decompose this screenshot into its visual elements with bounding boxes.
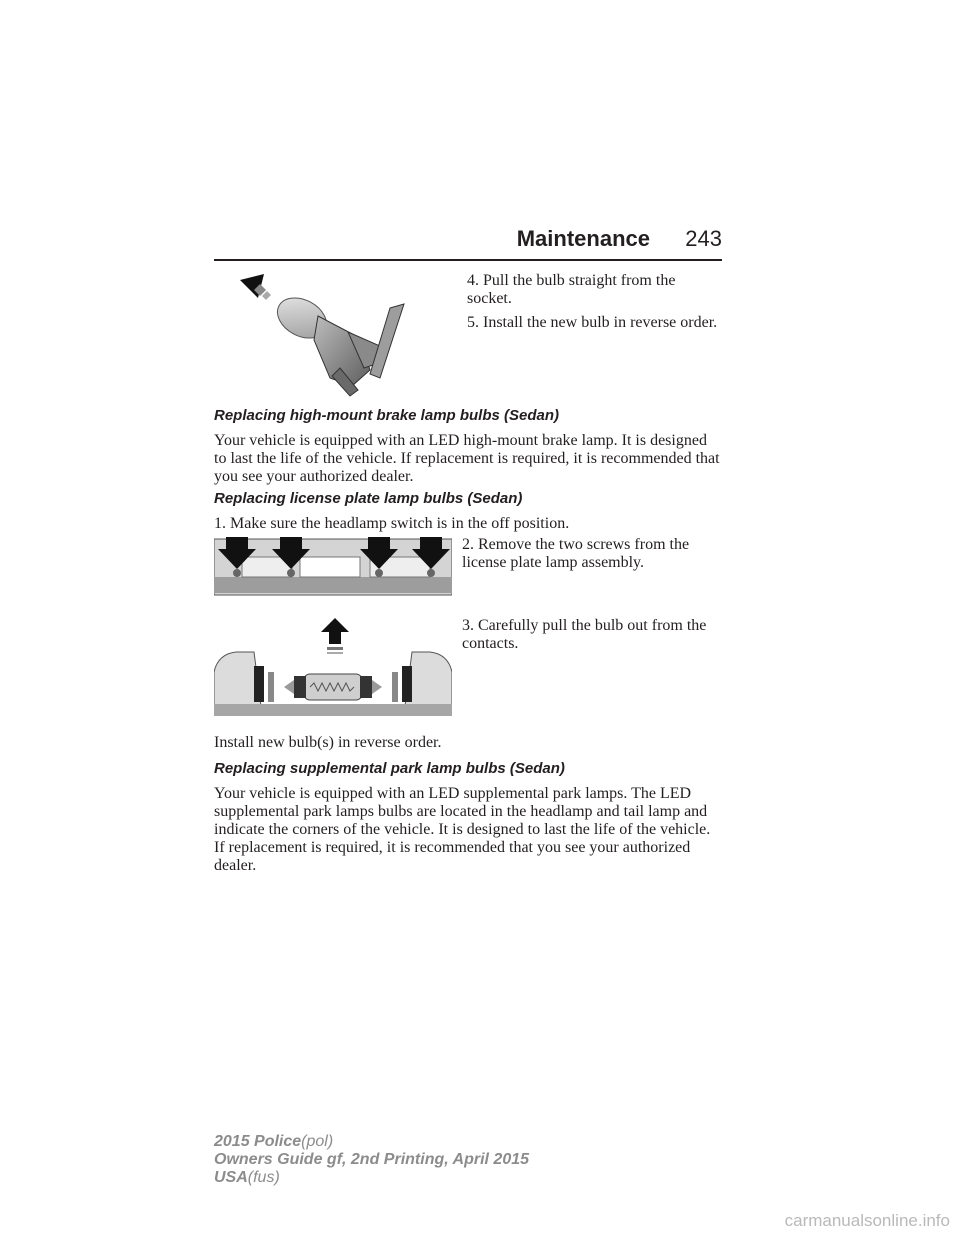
footer-market-code: (fus) [247,1169,280,1186]
license-step-2-text: 2. Remove the two screws from the license plate lamp assembly. [462,536,690,571]
license-bulb-removal-illustration [214,614,452,718]
park-lamp-body: Your vehicle is equipped with an LED supplemental park lamps. The LED supplemental park lamps bulbs are located in the headlamp and tail lamp and indicate the corners of the vehicle. It is designed to last the life of the vehicle. If replacement is required, it is recommended that you see your authorized dealer. [214,785,711,874]
step-5-text: 5. Install the new bulb in reverse order. [467,314,718,331]
footer-market-name: USA [214,1169,248,1186]
footer-model-name: 2015 Police [214,1133,302,1150]
high-mount-body: Your vehicle is equipped with an LED high-mount brake lamp. It is designed to last the life of the vehicle. If replacement is required, it is recommended that you see your authorized dealer. [214,432,720,485]
page-section-title: Maintenance [516,226,650,251]
license-lamp-screws-illustration [214,533,452,601]
footer-model [214,1133,333,1151]
page-number: 243 [685,226,722,251]
footer-guide-text: Owners Guide gf, 2nd Printing, April 2015 [214,1151,530,1168]
license-step-3-text: 3. Carefully pull the bulb out from the contacts. [462,617,707,652]
license-install-text: Install new bulb(s) in reverse order. [214,734,442,751]
footer-market [214,1169,280,1187]
step-4-text: 4. Pull the bulb straight from the socket. [467,272,676,307]
bulb-removal-illustration [230,268,430,400]
footer-model-code: (pol) [301,1133,334,1150]
header-divider [214,259,722,261]
pull-arrow-icon [240,274,271,300]
pull-up-arrow-icon [321,618,349,654]
high-mount-heading: Replacing high-mount brake lamp bulbs (Sedan) [214,407,560,424]
license-step-1-text: 1. Make sure the headlamp switch is in the off position. [214,515,570,532]
license-plate-heading: Replacing license plate lamp bulbs (Sedan) [214,490,523,507]
park-lamp-heading: Replacing supplemental park lamp bulbs (Sedan) [214,760,565,777]
footer-guide [214,1151,529,1169]
watermark: carmanualsonline.info [784,1211,950,1230]
